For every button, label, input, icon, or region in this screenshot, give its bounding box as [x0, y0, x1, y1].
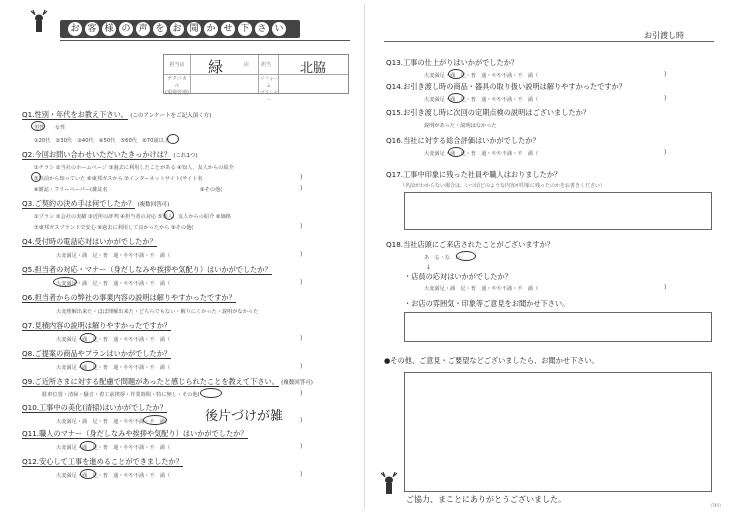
staff-label: 担当: [261, 62, 272, 68]
q10-label: Q10.工事中の美化(清掃)はいかがでしたか？: [22, 403, 167, 412]
q2-options-line2[interactable]: ⑤以前から知っていた ⑥東邦ガスから ⑦インターネットサイト(サイト名: [34, 176, 203, 182]
title-char: 客: [85, 22, 99, 36]
other-comments-box[interactable]: [404, 372, 712, 492]
q2-circle-mark: [31, 172, 41, 182]
q17-label: Q17.工事中印象に残った社員や職人はおりましたか？: [386, 170, 562, 179]
title-char: 下: [238, 22, 252, 36]
q5-circle-mark: [53, 277, 77, 287]
q18-options[interactable]: あ る・な い: [424, 255, 461, 261]
q10-scale[interactable]: 大変満足・満 足・普 通・やや不満・不 満(: [56, 419, 167, 425]
q10-handwritten-comment: 後片づけが雑: [205, 409, 284, 424]
q11-scale[interactable]: 大変満足・満 足・普 通・やや不満・不 満（: [56, 445, 171, 451]
q2-options-line1[interactable]: ①チラシ ②当社のホームページ ③過去に利用したことがある ④知人、友人からの紹介: [34, 165, 234, 171]
q12-scale[interactable]: 大変満足・満 足・普 通・やや不満・不 満（: [56, 473, 171, 479]
title-char: 聞: [187, 22, 201, 36]
right-page: お引渡し時 Q13.工事の仕上がりはいかがでしたか？ 大変満足・満 足・普 通・やや不満・不 満（ ) Q14.お引き渡し時の商品・器具の取り扱い説明は解りやすかったですか？ 大変満足・満 足・普 通・やや不満・不 満（ ) Q15.お引き渡し時に次回の定期点検の説明はございましたか？ 説明があった・説明はなかった Q16.当社に対する総合評価はいかがでしたか？ 大変満足・満 足・普 通・やや不満・不 満（ ) Q17.工事中印象に残った社員や職人はおりましたか？ （名前がわからない場合は、いつ頃どのような内容が印象に残ったのかをお書きください） Q18.当社店頭にご来店されたことがございますか？ あ る・な い ↓ ・店員の応対はいかがでしたか？ 大変満足・満 足・普 通・やや不満・不 満（ ) ・お店の雰囲気・印象等ご意見をお聞かせ下さい。 ●その他、ご意見・ご要望などございましたら、お聞かせ下さい。 ご協力、まことにありがとうございました。 (TKY): [364, 0, 729, 514]
q12-circle-mark: [80, 469, 96, 479]
q3-label: Q3.ご契約の決め手は何でしたか？ (複数回答可): [22, 199, 170, 208]
q7-label: Q7.見積内容の説明は解りやすかったですか？: [22, 321, 172, 330]
thanks-message: ご協力、まことにありがとうございました。: [406, 495, 566, 504]
staff-info-table: [163, 54, 349, 103]
q6-scale[interactable]: 大変理解出来た・ほぼ理解出来た・どちらでもない・解りにくかった・説明がなかった: [56, 309, 259, 315]
q14-label: Q14.お引き渡し時の商品・器具の取り扱い説明は解りやすかったですか？: [386, 82, 626, 91]
q7-scale[interactable]: 大変満足・満 足・普 通・やや不満・不 満（: [56, 337, 171, 343]
q3-options-line2[interactable]: ⑦東邦ガスブランドで安心 ⑧過去に利用して良かったから ⑨その他(: [34, 225, 194, 231]
q8-scale[interactable]: 大変満足・満 足・普 通・やや不満・不 満（: [56, 365, 171, 371]
reform-planner-label: リフォーム プランナー: [260, 77, 278, 103]
branch-suffix: 店: [244, 62, 250, 68]
q18-store-answer-box[interactable]: [404, 312, 712, 342]
q4-scale[interactable]: 大変満足・満 足・普 通・やや不満・不 満（: [56, 253, 171, 259]
q1-gender-options[interactable]: 男性 女性: [34, 125, 66, 131]
title-char: 声: [136, 22, 150, 36]
q4-label: Q4.受付時の電話応対はいかがでしたか？: [22, 237, 157, 246]
title-char: さ: [255, 22, 269, 36]
deer-footer-icon: [378, 470, 400, 496]
q13-circle-mark: [448, 69, 464, 79]
q11-label: Q11.職人のマナー（身だしなみや挨拶や気配り）はいかがでしたか？: [22, 429, 248, 438]
form-code: (TKY): [710, 503, 721, 508]
title-char: お: [68, 22, 82, 36]
technical-label: テクニカル (現場管理): [165, 76, 189, 96]
q14-scale[interactable]: 大変満足・満 足・普 通・やや不満・不 満（: [424, 97, 539, 103]
q8-circle-mark: [80, 361, 96, 371]
q18-arrow: ↓: [426, 264, 432, 271]
deer-logo-icon: [28, 8, 50, 34]
branch-label: 担当店: [169, 62, 185, 68]
handover-header: お引渡し時: [644, 31, 684, 40]
q9-circle-mark: [200, 388, 222, 398]
q14-circle-mark: [448, 93, 464, 103]
q9-label: Q9.ご近所さまに対する配慮で問題があったと感じられたことを教えて下さい。 (複数回答可): [22, 377, 313, 386]
title-char: い: [272, 22, 286, 36]
title-char: の: [119, 22, 133, 36]
q5-label: Q5.担当者の対応・マナー（身だしなみや挨拶や気配り）はいかがでしたか？: [22, 265, 272, 274]
title-char: せ: [221, 22, 235, 36]
q12-label: Q12.安心して工事を進めることができましたか？: [22, 457, 183, 466]
q18-staff-question: ・店員の応対はいかがでしたか？: [404, 272, 512, 281]
q1-age-circle-mark: [167, 134, 179, 144]
q16-label: Q16.当社に対する総合評価はいかがでしたか？: [386, 136, 540, 145]
header-rule: [384, 41, 714, 42]
q3-options-line1[interactable]: ①プラン ②会社の実績 ③近所の評判 ④担当者の対応 ⑤知人、友人からの紹介 ⑥価格: [34, 214, 231, 220]
q1-label: Q1.性別・年代をお教え下さい。 (このアンケートをご記入頂く方): [22, 110, 212, 119]
left-page: お 客 様 の 声 を お 聞 か せ 下 さ い 担当店 緑 店 担当 北脇 テクニカル (現場管理) リフォーム プランナー Q1.性別・年代をお教え下さい。 (このアンケートをご記入頂く方) 男性 女性 ①20代 ②30代 ③40代 ④50代 ⑤60代 ⑥70歳以上 Q2.今回お問い合わせいただいたきっかけは？ (これ1つ) ①チラシ ②当社のホームページ ③過去に利用したことがある ④知人、友人からの紹介 ⑤以前から知っていた ⑥東邦ガスから ⑦インターネットサイト(サイト名 ) ⑧雑誌・フリーペーパー(雑誌名 ⑨その他( ) Q3.ご契約の決め手は何でしたか？ (複数回答可) ①プラン ②会社の実績 ③近所の評判 ④担当者の対応 ⑤知人、友人からの紹介 ⑥価格 ⑦東邦ガスブランドで安心 ⑧過去に利用して良かったから ⑨その他( ) Q4.受付時の電話応対はいかがでしたか？ 大変満足・満 足・普 通・やや不満・不 満（ ) Q5.担当者の対応・マナー（身だしなみや挨拶や気配り）はいかがでしたか？ 大変満足・満 足・普 通・やや不満・不 満（ ) Q6.担当者からの弊社の事業内容の説明は解りやすかったですか？ 大変理解出来た・ほぼ理解出来た・どちらでもない・解りにくかった・説明がなかった Q7.見積内容の説明は解りやすかったですか？ 大変満足・満 足・普 通・やや不満・不 満（ ) Q8.ご提案の商品やプランはいかがでしたか？ 大変満足・満 足・普 通・やや不満・不 満（ ) Q9.ご近所さまに対する配慮で問題があったと感じられたことを教えて下さい。 (複数回答可) 駐車位置・清掃・騒音・着工前挨拶・作業時間・特に無し・その他( ) Q10.工事中の美化(清掃)はいかがでしたか？ 大変満足・満 足・普 通・やや不満・不 満( 後片づけが雑 ) Q11.職人のマナー（身だしなみや挨拶や気配り）はいかがでしたか？ 大変満足・満 足・普 通・やや不満・不 満（ ) Q12.安心して工事を進めることができましたか？ 大変満足・満 足・普 通・やや不満・不 満（ ): [0, 0, 364, 514]
q18-label: Q18.当社店頭にご来店されたことがございますか？: [386, 240, 555, 249]
q2-options-line3[interactable]: ⑧雑誌・フリーペーパー(雑誌名: [34, 187, 108, 193]
q11-circle-mark: [80, 441, 96, 451]
q7-circle-mark: [80, 333, 96, 343]
q17-note: （名前がわからない場合は、いつ頃どのような内容が印象に残ったのかをお書きください）: [400, 183, 606, 189]
title-char: を: [153, 22, 167, 36]
q18-circle-mark: [456, 251, 476, 261]
other-comments-label: ●その他、ご意見・ご要望などございましたら、お聞かせ下さい。: [384, 356, 599, 365]
title-char: か: [204, 22, 218, 36]
staff-handwriting: 北脇: [300, 61, 327, 76]
q5-scale[interactable]: 大変満足・満 足・普 通・やや不満・不 満（: [56, 281, 171, 287]
title-underline: [60, 40, 350, 41]
q6-label: Q6.担当者からの弊社の事業内容の説明は解りやすかったですか？: [22, 293, 236, 302]
q8-label: Q8.ご提案の商品やプランはいかがでしたか？: [22, 349, 172, 358]
q1-gender-circle-mark: [31, 121, 45, 131]
q2-label: Q2.今回お問い合わせいただいたきっかけは？ (これ1つ): [22, 150, 198, 159]
q15-label: Q15.お引き渡し時に次回の定期点検の説明はございましたか？: [386, 108, 590, 117]
q18-store-question: ・お店の雰囲気・印象等ご意見をお聞かせ下さい。: [404, 299, 570, 308]
q9-options[interactable]: 駐車位置・清掃・騒音・着工前挨拶・作業時間・特に無し・その他(: [42, 392, 200, 398]
q17-answer-box[interactable]: [404, 192, 712, 230]
q1-age-options[interactable]: ①20代 ②30代 ③40代 ④50代 ⑤60代 ⑥70歳以上: [34, 138, 169, 144]
survey-title-bar: [60, 20, 300, 38]
q18-staff-scale[interactable]: 大変満足・満 足・普 通・やや不満・不 満（: [424, 286, 539, 292]
q13-label: Q13.工事の仕上がりはいかがでしたか？: [386, 58, 519, 67]
title-char: 様: [102, 22, 116, 36]
q3-circle-mark: [164, 210, 174, 220]
q16-circle-mark: [448, 147, 464, 157]
title-char: お: [170, 22, 184, 36]
q10-circle-mark: [143, 415, 167, 425]
q13-scale[interactable]: 大変満足・満 足・普 通・やや不満・不 満（: [424, 73, 539, 79]
q15-options[interactable]: 説明があった・説明はなかった: [424, 123, 497, 129]
branch-handwriting: 緑: [208, 58, 224, 76]
q2-other-option[interactable]: ⑨その他(: [200, 187, 223, 193]
q16-scale[interactable]: 大変満足・満 足・普 通・やや不満・不 満（: [424, 151, 539, 157]
